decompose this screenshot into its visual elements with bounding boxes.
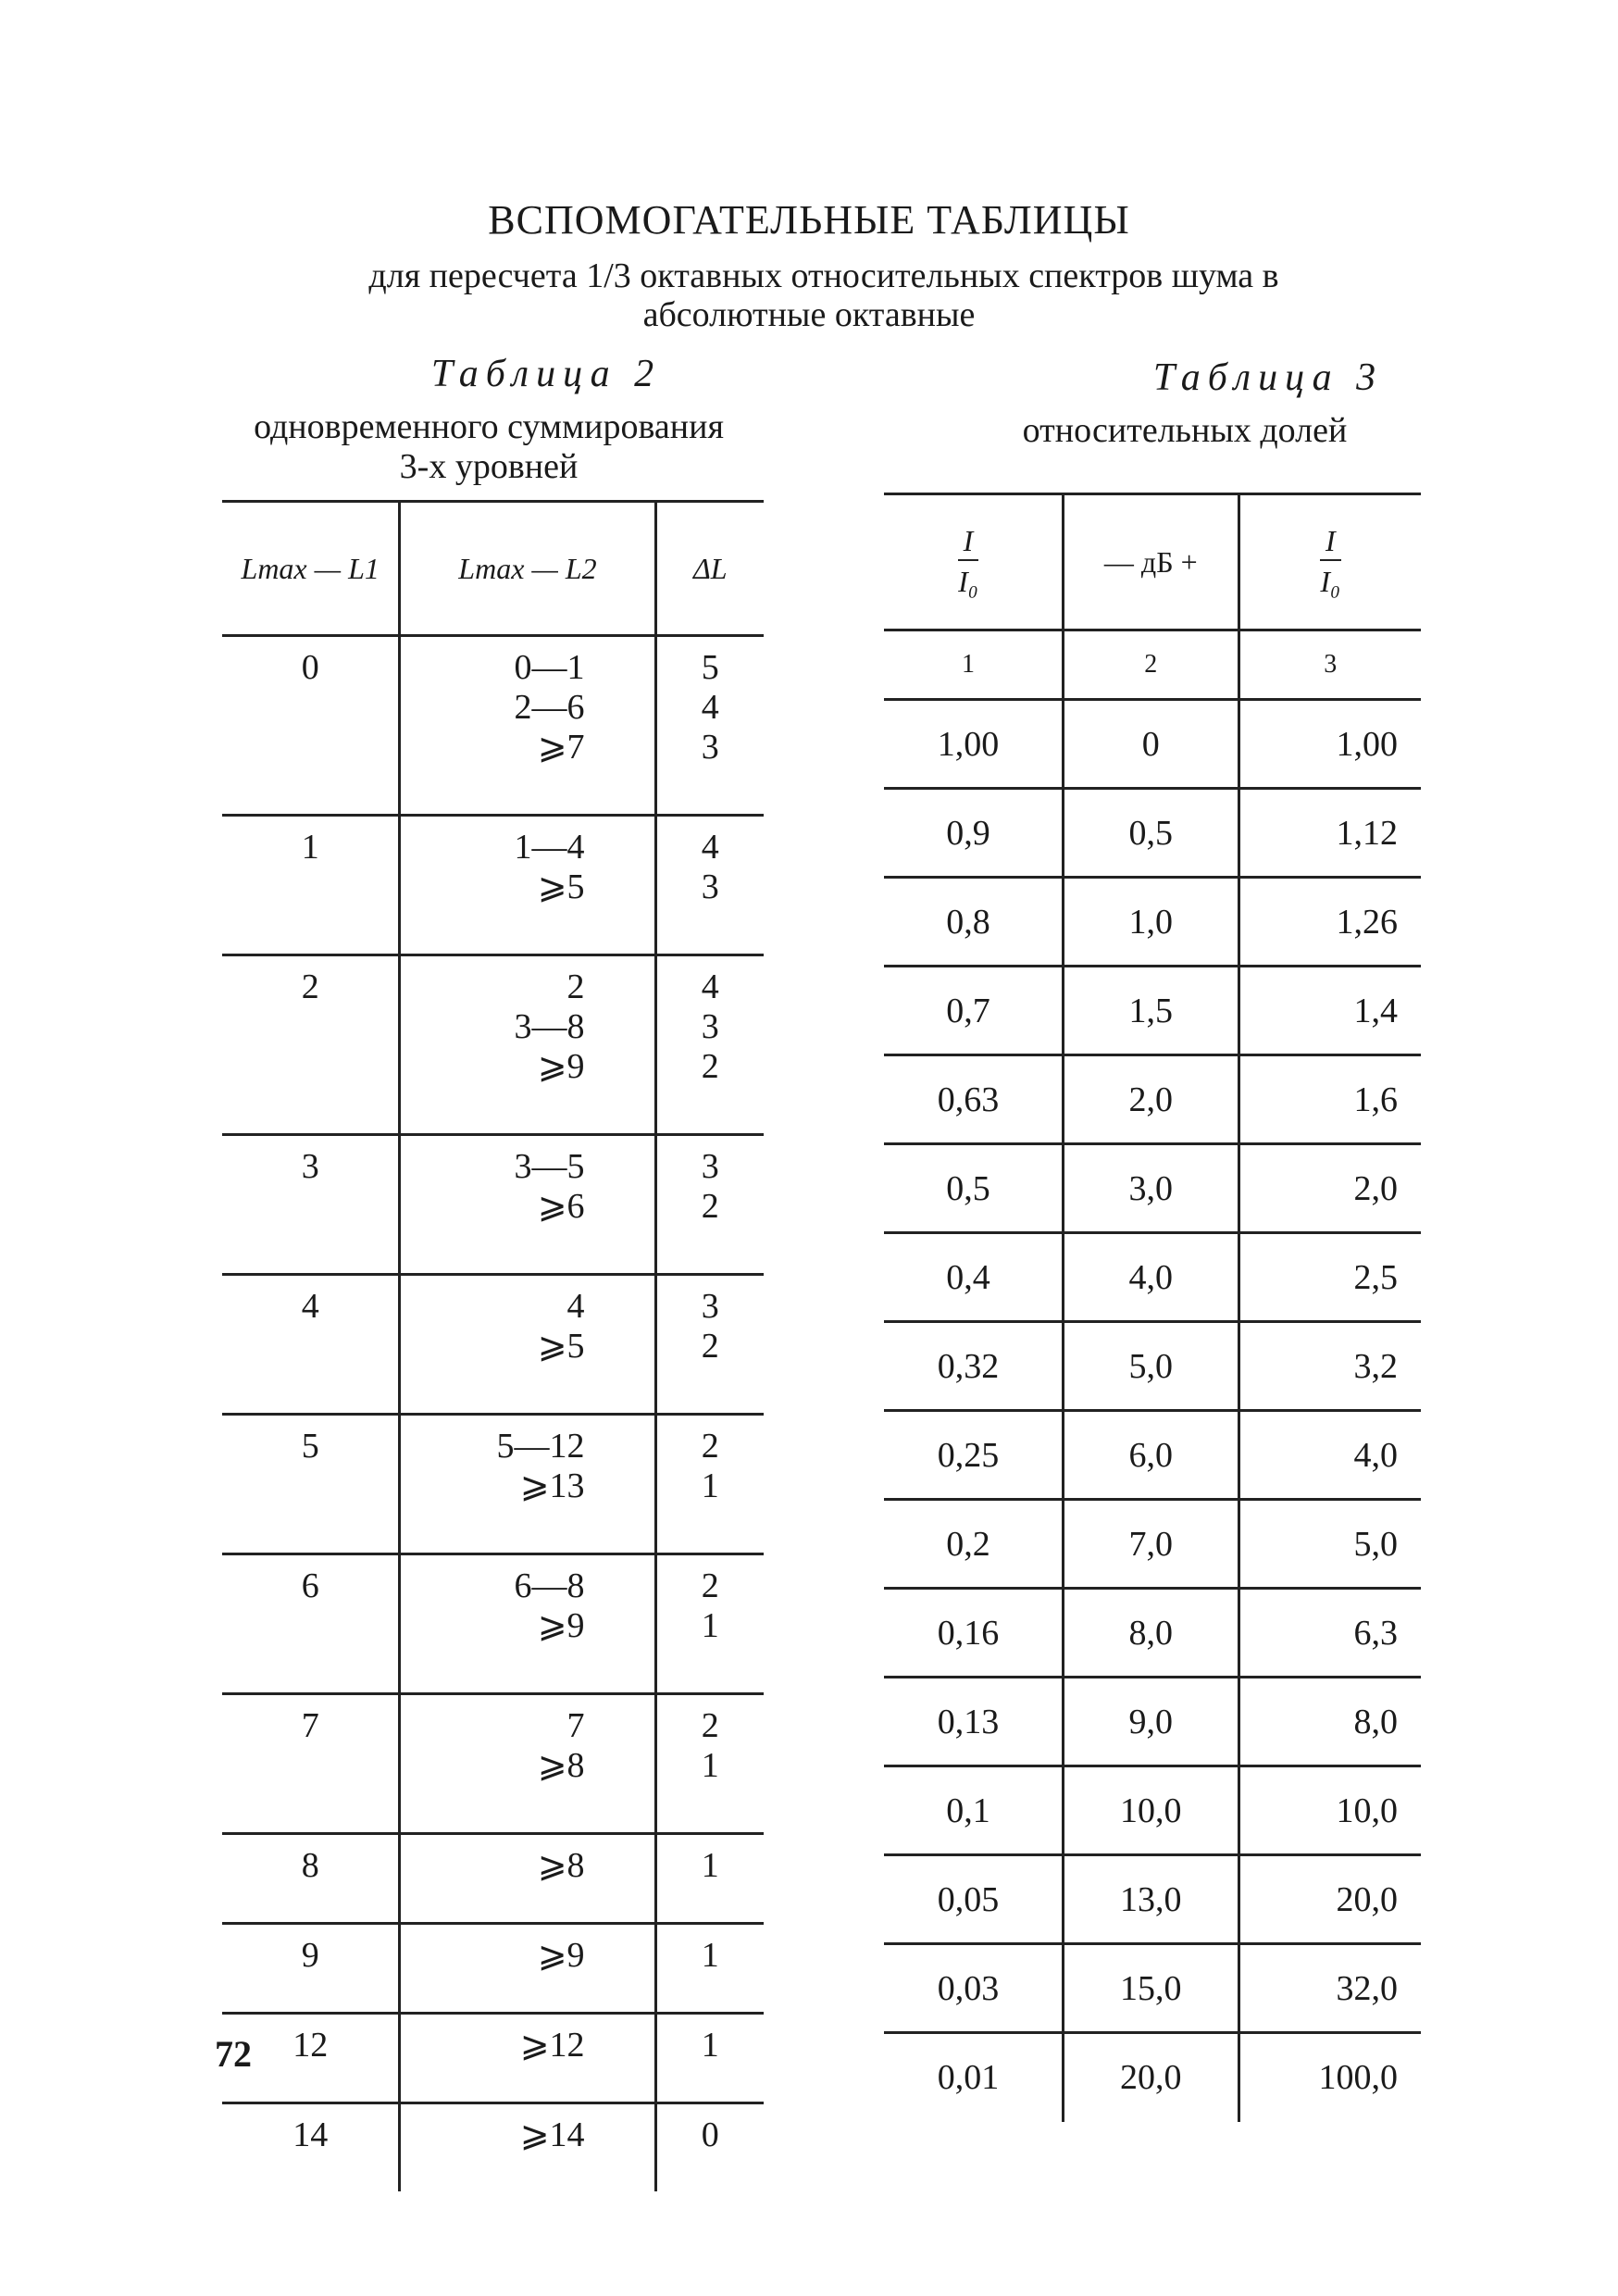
table-cell-lmax-l1: [222, 816, 400, 955]
table-cell-inverse-ratio: 32,0: [1336, 1968, 1398, 2008]
cell-line: ⩾8: [537, 1846, 585, 1885]
cell-line: 7: [566, 1706, 585, 1745]
table-cell-inverse-ratio: 6,3: [1353, 1613, 1398, 1653]
cell-line: 4: [701, 688, 719, 727]
fraction-numerator: I: [958, 526, 979, 561]
ratio-fraction: [1320, 523, 1341, 598]
table-cell-delta-l: [655, 1275, 764, 1415]
table3-body: [884, 700, 1421, 2122]
table2-body: [222, 636, 764, 2192]
table-cell-db: 3,0: [1064, 1144, 1239, 1233]
page-subtitle-line1: для пересчета 1/3 октавных относительных спектров шума в: [368, 256, 1279, 295]
table-cell-inverse-ratio: 1,12: [1336, 813, 1398, 853]
cell-value: 6: [301, 1566, 319, 1605]
cell-line: 1: [701, 1606, 719, 1645]
table-cell-lmax-l1: [222, 955, 400, 1135]
table-cell-inverse-ratio: 4,0: [1353, 1435, 1398, 1475]
cell-line: 3—5: [514, 1147, 585, 1186]
cell-line: ⩾14: [519, 2115, 585, 2154]
table-cell-delta-l: [655, 1554, 764, 1694]
table-cell-ratio: 0,01: [937, 2058, 1000, 2098]
cell-value: 3: [301, 1147, 319, 1186]
table-row: [222, 1834, 764, 1924]
table-row: [884, 1589, 1421, 1678]
table-row: [222, 636, 764, 816]
table-row: [884, 1411, 1421, 1500]
cell-line: 2—6: [514, 688, 585, 727]
cell-value: 2: [301, 967, 319, 1006]
page-number: 72: [215, 2033, 252, 2075]
table-cell-ratio: 0,7: [946, 991, 990, 1030]
cell-line: ⩾13: [519, 1466, 585, 1505]
table-cell-db: 15,0: [1064, 1944, 1239, 2033]
table-cell-lmax-l2: [400, 1554, 655, 1694]
cell-line: 4: [566, 1287, 585, 1326]
table-cell-delta-l: [655, 2103, 764, 2192]
cell-line: 3: [701, 867, 719, 906]
cell-line: ⩾5: [537, 867, 585, 906]
cell-line: 2: [701, 1706, 719, 1745]
table-cell-delta-l: [655, 816, 764, 955]
cell-line: 1—4: [514, 828, 585, 867]
table-row: [222, 1554, 764, 1694]
table-cell-inverse-ratio: 8,0: [1353, 1702, 1398, 1741]
table-row: [884, 1944, 1421, 2033]
cell-line: 1: [701, 1466, 719, 1505]
table-cell-delta-l: [655, 955, 764, 1135]
table-row: [884, 1678, 1421, 1766]
table-cell-lmax-l1: [222, 2103, 400, 2192]
table-cell-ratio: 0,13: [937, 1702, 1000, 1741]
table3-header-ratio-left: [884, 494, 1064, 630]
table-row: [884, 2033, 1421, 2122]
cell-line: 0—1: [514, 648, 585, 687]
table3-colnum-2: 2: [1064, 630, 1239, 700]
table-row: [884, 1855, 1421, 1944]
cell-line: ⩾5: [537, 1327, 585, 1366]
table-cell-inverse-ratio: 20,0: [1336, 1879, 1398, 1919]
table-cell-lmax-l1: [222, 1135, 400, 1275]
table-row: [884, 1766, 1421, 1855]
table-cell-db: 5,0: [1064, 1322, 1239, 1411]
cell-line: 2: [701, 1187, 719, 1226]
table-cell-inverse-ratio: 10,0: [1336, 1791, 1398, 1830]
table2-header-lmax-l2: Lmax — L2: [400, 502, 655, 636]
table-cell-db: 4,0: [1064, 1233, 1239, 1322]
table-cell-inverse-ratio: 3,2: [1353, 1346, 1398, 1386]
table3-colnum-3: 3: [1238, 630, 1421, 700]
table-row: [222, 1694, 764, 1834]
table-row: [222, 816, 764, 955]
table-cell-ratio: 0,63: [937, 1079, 1000, 1119]
table-row: [884, 1055, 1421, 1144]
table-cell-db: 9,0: [1064, 1678, 1239, 1766]
table-cell-lmax-l2: [400, 1415, 655, 1554]
cell-line: ⩾7: [537, 728, 585, 767]
table-cell-ratio: 0,5: [946, 1168, 990, 1208]
cell-line: ⩾6: [537, 1187, 585, 1226]
table-row: [884, 878, 1421, 967]
cell-value: 5: [301, 1427, 319, 1466]
table3-header-db: — дБ +: [1064, 494, 1239, 630]
table-cell-ratio: 0,1: [946, 1791, 990, 1830]
cell-line: 4: [701, 967, 719, 1006]
table-cell-db: 0,5: [1064, 789, 1239, 878]
fraction-numerator: I: [1320, 526, 1341, 561]
table2-summation: [222, 500, 764, 2191]
fraction-denominator: I₀: [1320, 564, 1341, 598]
table-cell-ratio: 0,2: [946, 1524, 990, 1564]
table3-colnum-1: 1: [884, 630, 1064, 700]
table3-header-ratio-right: [1238, 494, 1421, 630]
cell-line: 2: [701, 1566, 719, 1605]
table-cell-lmax-l2: [400, 1135, 655, 1275]
cell-line: 1: [701, 2026, 719, 2065]
table-cell-lmax-l1: [222, 1694, 400, 1834]
table-cell-lmax-l2: [400, 1694, 655, 1834]
table-cell-lmax-l1: [222, 1275, 400, 1415]
table-row: [222, 1415, 764, 1554]
cell-line: 3: [701, 1147, 719, 1186]
cell-value: 9: [301, 1936, 319, 1975]
table-cell-db: 13,0: [1064, 1855, 1239, 1944]
cell-value: 14: [292, 2115, 329, 2154]
table-cell-lmax-l2: [400, 816, 655, 955]
table3-column-numbers-row: [884, 630, 1421, 700]
table-row: [222, 1924, 764, 2014]
table-row: [884, 789, 1421, 878]
cell-line: 2: [566, 967, 585, 1006]
table-row: [884, 967, 1421, 1055]
cell-line: 1: [701, 1936, 719, 1975]
table-row: [222, 955, 764, 1135]
cell-value: 0: [301, 648, 319, 687]
cell-line: ⩾8: [537, 1746, 585, 1785]
table-cell-inverse-ratio: 1,26: [1336, 902, 1398, 942]
table-cell-ratio: 0,4: [946, 1257, 990, 1297]
cell-line: 1: [701, 1846, 719, 1885]
table-cell-ratio: 1,00: [937, 724, 1000, 764]
table-cell-db: 20,0: [1064, 2033, 1239, 2122]
table-cell-inverse-ratio: 1,6: [1353, 1079, 1398, 1119]
cell-line: ⩾12: [519, 2026, 585, 2065]
table-cell-inverse-ratio: 2,5: [1353, 1257, 1398, 1297]
table-cell-lmax-l1: [222, 636, 400, 816]
table3-header-row: [884, 494, 1421, 630]
table-cell-delta-l: [655, 636, 764, 816]
table-cell-ratio: 0,25: [937, 1435, 1000, 1475]
cell-line: 2: [701, 1427, 719, 1466]
table-cell-inverse-ratio: 1,00: [1336, 724, 1398, 764]
table-cell-lmax-l1: [222, 1415, 400, 1554]
table-cell-db: 6,0: [1064, 1411, 1239, 1500]
table2-header-delta-l: ΔL: [655, 502, 764, 636]
table2-header-row: [222, 502, 764, 636]
cell-line: 0: [701, 2115, 719, 2154]
table3-caption: относительных долей: [1022, 411, 1348, 450]
fraction-denominator: I₀: [958, 564, 978, 598]
table-cell-db: 8,0: [1064, 1589, 1239, 1678]
cell-line: ⩾9: [537, 1047, 585, 1086]
table-cell-delta-l: [655, 1924, 764, 2014]
cell-line: 3: [701, 1287, 719, 1326]
table-cell-ratio: 0,32: [937, 1346, 1000, 1386]
table-cell-inverse-ratio: 2,0: [1353, 1168, 1398, 1208]
table-cell-delta-l: [655, 2014, 764, 2103]
table-row: [884, 1144, 1421, 1233]
cell-value: 8: [301, 1846, 319, 1885]
cell-line: 4: [701, 828, 719, 867]
table-row: [222, 1135, 764, 1275]
table-cell-delta-l: [655, 1415, 764, 1554]
table-cell-lmax-l2: [400, 636, 655, 816]
cell-line: 5: [701, 648, 719, 687]
table-cell-inverse-ratio: 100,0: [1318, 2058, 1398, 2098]
table-cell-ratio: 0,05: [937, 1879, 1000, 1919]
cell-line: ⩾9: [537, 1936, 585, 1975]
table-cell-ratio: 0,03: [937, 1968, 1000, 2008]
cell-line: 3—8: [514, 1007, 585, 1046]
table-cell-lmax-l2: [400, 2103, 655, 2192]
cell-line: ⩾9: [537, 1606, 585, 1645]
table-cell-delta-l: [655, 1694, 764, 1834]
cell-value: 7: [301, 1706, 319, 1745]
table-cell-inverse-ratio: 1,4: [1353, 991, 1398, 1030]
table-row: [884, 1500, 1421, 1589]
cell-line: 5—12: [496, 1427, 585, 1466]
table-cell-lmax-l1: [222, 1834, 400, 1924]
table-row: [222, 1275, 764, 1415]
table-cell-inverse-ratio: 5,0: [1353, 1524, 1398, 1564]
table-cell-db: 0: [1064, 700, 1239, 789]
cell-line: 3: [701, 728, 719, 767]
table-cell-delta-l: [655, 1135, 764, 1275]
table-cell-lmax-l2: [400, 1834, 655, 1924]
table-cell-lmax-l1: [222, 1924, 400, 2014]
table-cell-ratio: 0,9: [946, 813, 990, 853]
table-row: [222, 2014, 764, 2103]
cell-line: 2: [701, 1327, 719, 1366]
table3-label: Таблица 3: [1152, 356, 1384, 399]
cell-line: 1: [701, 1746, 719, 1785]
table-cell-ratio: 0,8: [946, 902, 990, 942]
cell-line: 2: [701, 1047, 719, 1086]
table2-caption-line2: 3-х уровней: [399, 447, 579, 486]
cell-value: 1: [301, 828, 319, 867]
table-cell-lmax-l2: [400, 955, 655, 1135]
table-cell-lmax-l2: [400, 1924, 655, 2014]
table-row: [884, 1233, 1421, 1322]
cell-value: 12: [292, 2026, 329, 2065]
table2-caption: [211, 407, 766, 487]
table-cell-db: 2,0: [1064, 1055, 1239, 1144]
table-cell-db: 7,0: [1064, 1500, 1239, 1589]
page-title: ВСПОМОГАТЕЛЬНЫЕ ТАБЛИЦЫ: [488, 197, 1130, 243]
cell-value: 4: [301, 1287, 319, 1326]
table2-caption-line1: одновременного суммирования: [254, 407, 724, 446]
table-cell-delta-l: [655, 1834, 764, 1924]
table-cell-lmax-l1: [222, 1554, 400, 1694]
table2-label: Таблица 2: [430, 353, 662, 395]
table-cell-db: 1,0: [1064, 878, 1239, 967]
page-subtitle-line2: абсолютные октавные: [642, 295, 976, 334]
table-row: [884, 1322, 1421, 1411]
table-cell-ratio: 0,16: [937, 1613, 1000, 1653]
cell-line: 3: [701, 1007, 719, 1046]
table-cell-lmax-l2: [400, 2014, 655, 2103]
table-row: [222, 2103, 764, 2192]
table-row: [884, 700, 1421, 789]
table2-header-lmax-l1: Lmax — L1: [222, 502, 400, 636]
ratio-fraction: [958, 523, 979, 598]
table-cell-db: 1,5: [1064, 967, 1239, 1055]
table-cell-lmax-l2: [400, 1275, 655, 1415]
cell-line: 6—8: [514, 1566, 585, 1605]
table3-relative-shares: [884, 493, 1421, 2122]
table-cell-db: 10,0: [1064, 1766, 1239, 1855]
